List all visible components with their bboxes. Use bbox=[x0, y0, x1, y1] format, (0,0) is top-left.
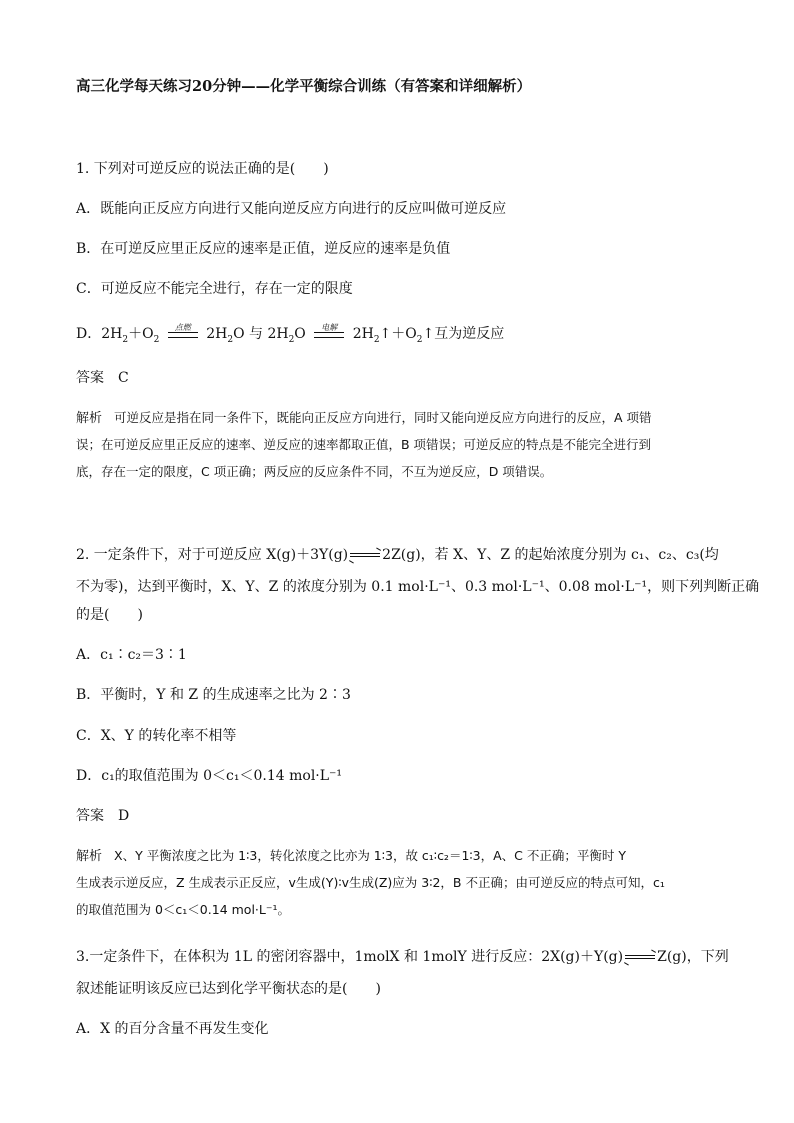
q1-d-text: ＋O bbox=[128, 326, 154, 342]
q2-stem-line: 不为零)，达到平衡时，X、Y、Z 的浓度分别为 0.1 mol·L⁻¹、0.3 mol·L⁻¹、0.08 mol·L⁻¹，则下列判断正确 bbox=[76, 579, 760, 595]
q3-stem-text: Z(g)，下列 bbox=[657, 949, 729, 965]
q2-analysis-line: 的取值范围为 0＜c₁＜0.14 mol·L⁻¹。 bbox=[76, 902, 290, 917]
q1-option-a: A．既能向正反应方向进行又能向逆反应方向进行的反应叫做可逆反应 bbox=[76, 201, 507, 217]
q3-stem-line bbox=[76, 948, 729, 966]
condition-label: 点燃 bbox=[174, 322, 191, 332]
q2-analysis-line bbox=[76, 848, 626, 865]
q3-option-a: A．X 的百分含量不再发生变化 bbox=[76, 1021, 269, 1037]
q2-option-b: B．平衡时，Y 和 Z 的生成速率之比为 2∶3 bbox=[76, 687, 351, 703]
q1-d-text: D．2H bbox=[76, 326, 123, 342]
q2-option-d: D．c₁的取值范围为 0＜c₁＜0.14 mol·L⁻¹ bbox=[76, 768, 343, 784]
answer-label: 答案 bbox=[76, 808, 104, 824]
q3-stem-text: 3.一定条件下，在体积为 1L 的密闭容器中，1molX 和 1molY 进行反应：2X(g)＋Y(g) bbox=[76, 949, 624, 965]
q1-d-text: ↑互为逆反应 bbox=[422, 326, 505, 342]
q1-d-sub: 2 bbox=[227, 334, 234, 345]
q2-option-a: A．c₁∶c₂＝3∶1 bbox=[76, 647, 187, 663]
q1-d-sub: 2 bbox=[416, 334, 423, 345]
q2-stem-text: 2Z(g)，若 X、Y、Z 的起始浓度分别为 c₁、c₂、c₃(均 bbox=[382, 547, 719, 563]
q2-stem-line: 的是( ) bbox=[76, 607, 143, 623]
q1-d-text: 2H bbox=[206, 326, 228, 342]
q1-d-text: 2H bbox=[352, 326, 374, 342]
condition-equals-sign bbox=[314, 323, 344, 338]
reversible-arrow-icon bbox=[350, 552, 380, 558]
q1-option-b: B．在可逆反应里正反应的速率是正值，逆反应的速率是负值 bbox=[76, 241, 451, 257]
analysis-label: 解析 bbox=[76, 411, 103, 426]
q1-d-text: ↑＋O bbox=[379, 326, 417, 342]
analysis-text: 可逆反应是指在同一条件下，既能向正反应方向进行，同时又能向逆反应方向进行的反应，A 项错 bbox=[114, 410, 652, 425]
q2-analysis-line: 生成表示逆反应，Z 生成表示正反应，v生成(Y)∶v生成(Z)应为 3∶2，B 不正确；由可逆反应的特点可知，c₁ bbox=[76, 875, 665, 890]
q1-analysis-line: 误；在可逆反应里正反应的速率、逆反应的速率都取正值，B 项错误；可逆反应的特点是不能完全进行到 bbox=[76, 437, 652, 452]
q1-d-sub: 2 bbox=[122, 334, 129, 345]
answer-value: D bbox=[118, 808, 130, 824]
q1-answer bbox=[76, 369, 129, 387]
q1-option-c: C．可逆反应不能完全进行，存在一定的限度 bbox=[76, 281, 353, 297]
analysis-text: X、Y 平衡浓度之比为 1∶3，转化浓度之比亦为 1∶3，故 c₁∶c₂＝1∶3，A、C 不正确；平衡时 Y bbox=[114, 848, 626, 863]
q2-answer bbox=[76, 807, 129, 825]
q1-d-text: O 与 2H bbox=[233, 326, 289, 342]
q1-d-sub: 2 bbox=[153, 334, 160, 345]
reversible-arrow-icon bbox=[625, 954, 655, 960]
q1-analysis-line: 底，存在一定的限度，C 项正确；两反应的反应条件不同，不互为逆反应，D 项错误。 bbox=[76, 464, 553, 479]
q1-option-d bbox=[76, 322, 505, 349]
q1-d-text: O bbox=[294, 326, 306, 342]
analysis-label: 解析 bbox=[76, 849, 103, 864]
q1-stem: 1. 下列对可逆反应的说法正确的是( ) bbox=[76, 161, 329, 177]
answer-label: 答案 bbox=[76, 370, 104, 386]
q2-option-c: C．X、Y 的转化率不相等 bbox=[76, 728, 237, 744]
condition-equals-sign bbox=[168, 323, 198, 338]
q2-stem-line bbox=[76, 546, 719, 564]
q1-d-sub: 2 bbox=[288, 334, 295, 345]
document-title: 高三化学每天练习20分钟——化学平衡综合训练（有答案和详细解析） bbox=[76, 78, 532, 95]
condition-label: 电解 bbox=[321, 322, 338, 332]
q2-stem-text: 2. 一定条件下，对于可逆反应 X(g)＋3Y(g) bbox=[76, 547, 349, 563]
q1-d-sub: 2 bbox=[373, 334, 380, 345]
q3-stem-line: 叙述能证明该反应已达到化学平衡状态的是( ) bbox=[76, 981, 381, 997]
answer-value: C bbox=[118, 370, 129, 386]
q1-analysis-line bbox=[76, 410, 652, 427]
